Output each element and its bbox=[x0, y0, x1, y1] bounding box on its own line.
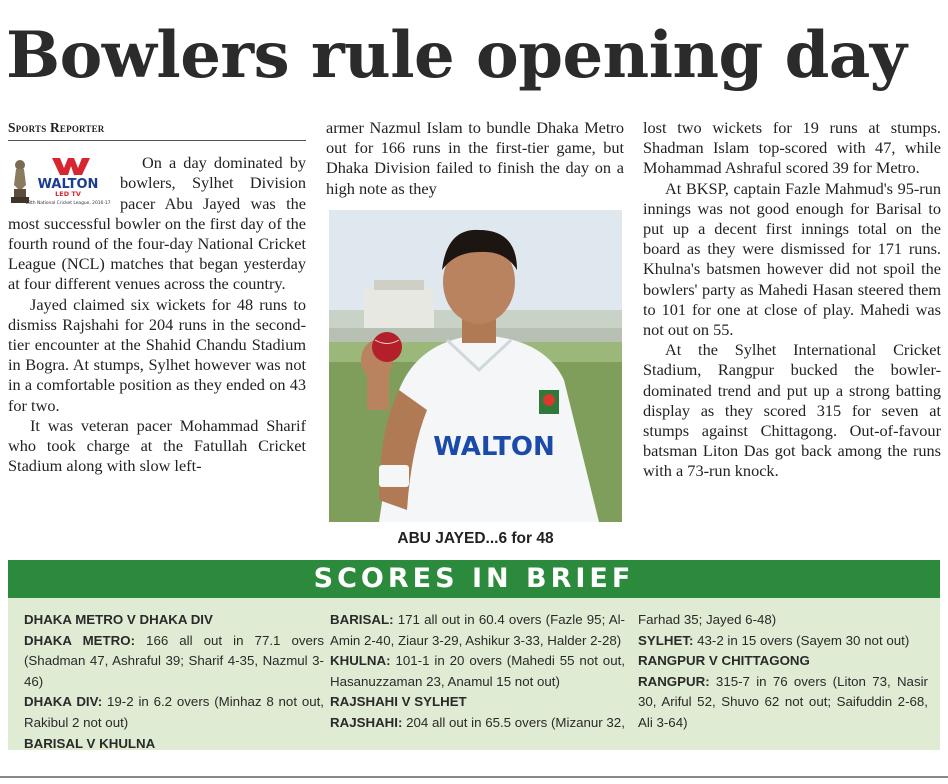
score-entry: DHAKA METRO: 166 all out in 77.1 overs (Shadman 47, Ashraful 39; Sharif 4-35, Nazmul 3-46) bbox=[24, 632, 325, 689]
article-column-2 bbox=[326, 118, 624, 199]
svg-text:LED TV: LED TV bbox=[55, 190, 81, 199]
score-entry: KHULNA: 101-1 in 20 overs (Mahedi 55 not out, Hasanuzzaman 23, Anamul 15 not out) bbox=[330, 653, 625, 689]
svg-text:WALTON: WALTON bbox=[37, 177, 99, 193]
score-entry: RAJSHAHI: 204 all out in 65.5 overs (Mizanur 32, bbox=[330, 714, 625, 730]
scores-column-3 bbox=[638, 610, 928, 734]
cricket-trophy-icon bbox=[8, 155, 112, 207]
scores-in-brief-box bbox=[8, 560, 940, 750]
paragraph: On a day dominated by bowlers, Sylhet Division pacer Abu Jayed was the most successful bowler on the first day of the fourth round of the four-day National Cricket League (NCL) matches that began yesterday at four different venues across the country. bbox=[8, 153, 306, 294]
bottom-rule bbox=[0, 776, 948, 778]
score-entry: Farhad 35; Jayed 6-48) bbox=[638, 612, 777, 627]
scores-title: SCORES IN BRIEF bbox=[8, 560, 940, 598]
score-entry: BARISAL V KHULNA bbox=[24, 735, 156, 751]
paragraph: lost two wickets for 19 runs at stumps. Shadman Islam top-scored with 47, while Mohammad Ashraful scored 39 for Metro. bbox=[643, 118, 941, 178]
scores-column-2 bbox=[330, 610, 625, 734]
headline: Bowlers rule opening day bbox=[6, 18, 907, 93]
photo-caption: ABU JAYED...6 for 48 bbox=[397, 530, 554, 547]
paragraph: armer Nazmul Islam to bundle Dhaka Metro out for 166 runs in the first-tier game, but Dhaka Division failed to finish the day on a high note as they bbox=[326, 118, 624, 198]
svg-text:WALTON: WALTON bbox=[433, 432, 555, 462]
score-entry: RAJSHAHI V SYLHET bbox=[330, 694, 467, 710]
svg-text:18th National Cricket League,: 18th National Cricket League, 2016-17 bbox=[25, 201, 111, 207]
score-entry: DHAKA METRO V DHAKA DIV bbox=[24, 612, 213, 627]
score-entry: RANGPUR: 315-7 in 76 overs (Liton 73, Nasir 30, Ariful 52, Shuvo 62 not out; Saifuddin 2-68, Ali 3-64) bbox=[638, 673, 928, 730]
byline: Sports Reporter bbox=[8, 118, 306, 141]
walton-logo bbox=[8, 155, 112, 207]
paragraph: It was veteran pacer Mohammad Sharif who took charge at the Fatullah Cricket Stadium along with slow left- bbox=[8, 415, 306, 476]
article-column-1 bbox=[8, 118, 306, 476]
score-entry: SYLHET: 43-2 in 15 overs (Sayem 30 not out) bbox=[638, 632, 910, 648]
player-photo bbox=[329, 210, 622, 522]
score-entry: DHAKA DIV: 19-2 in 6.2 overs (Minhaz 8 not out, Rakibul 2 not out) bbox=[24, 694, 325, 730]
paragraph: Jayed claimed six wickets for 48 runs to dismiss Rajshahi for 204 runs in the second-tier encounter at the Shahid Chandu Stadium in Bogra. At stumps, Sylhet however was not in a comfortable position as they ended on 43 for two. bbox=[8, 294, 306, 415]
article-column-3 bbox=[643, 118, 941, 482]
scores-column-1 bbox=[24, 610, 324, 754]
score-entry: BARISAL: 171 all out in 60.4 overs (Fazle 95; Al-Amin 2-40, Ziaur 3-29, Ashikur 3-33, Halder 2-28) bbox=[330, 612, 625, 648]
paragraph: At BKSP, captain Fazle Mahmud's 95-run innings was not good enough for Barisal to put up a decent first innings total on the board as they were dismissed for 171 runs. Khulna's batsmen however did not spoil the bowlers' party as Mahedi Hasan steered them to 101 for one at close of play. Mahedi was not out on 55. bbox=[643, 178, 941, 340]
paragraph: At the Sylhet International Cricket Stadium, Rangpur bucked the bowler-dominated trend and put up a strong batting display as they scored 315 for seven at stumps against Chittagong. Out-of-favour batsman Liton Das got back among the runs with a 73-run knock. bbox=[643, 340, 941, 481]
score-entry: RANGPUR V CHITTAGONG bbox=[638, 653, 810, 669]
cricketer-illustration bbox=[329, 210, 622, 522]
